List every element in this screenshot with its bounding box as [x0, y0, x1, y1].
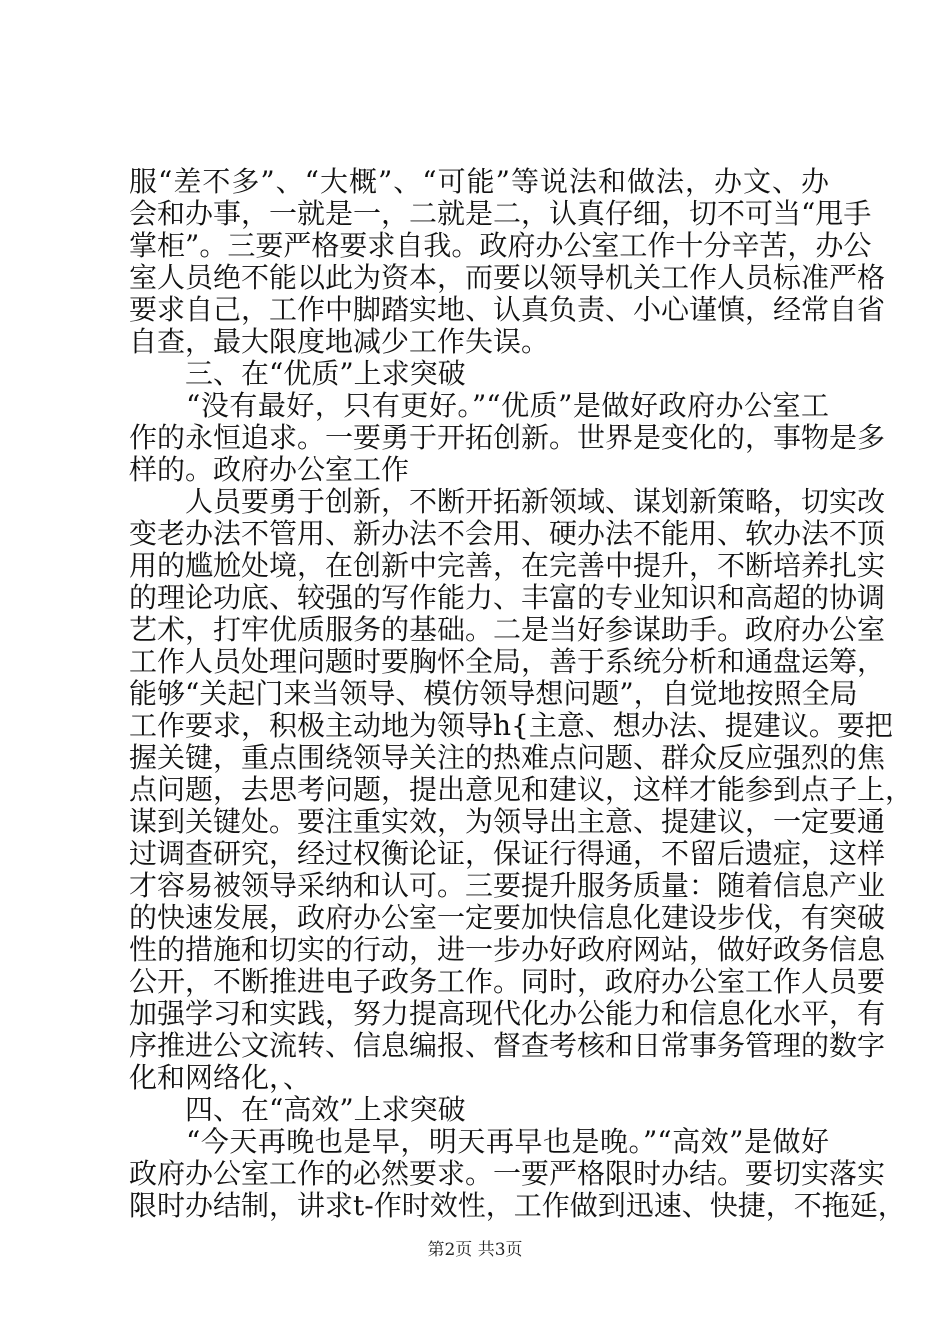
text-line: 自查，最大限度地减少工作失误。 [129, 325, 550, 358]
text-line: 序推进公文流转、信息编报、督查考核和日常事务管理的数字 [129, 1029, 886, 1062]
text-line: 能够“关起门来当领导、模仿领导想问题”，自觉地按照全局 [129, 677, 858, 710]
text-line: 工作人员处理问题时要胸怀全局，善于系统分析和通盘运筹， [129, 645, 886, 678]
text-line: “没有最好，只有更好。”“优质”是做好政府办公室工 [129, 389, 829, 422]
section-heading: 三、在“优质”上求突破 [129, 357, 466, 390]
text-line: 工作要求，积极主动地为领导h{主意、想办法、提建议。要把 [129, 709, 893, 742]
text-line: 样的。政府办公室工作 [129, 453, 410, 486]
text-line: 的快速发展，政府办公室一定要加快信息化建设步伐，有突破 [129, 901, 886, 934]
text-line: “今天再晚也是早，明天再早也是晚。”“高效”是做好 [129, 1125, 829, 1158]
text-line: 政府办公室工作的必然要求。一要严格限时办结。要切实落实 [129, 1157, 886, 1190]
text-line: 握关键，重点围绕领导关注的热难点问题、群众反应强烈的焦 [129, 741, 886, 774]
text-line: 人员要勇于创新，不断开拓新领域、谋划新策略，切实改 [129, 485, 886, 518]
text-line: 的理论功底、较强的写作能力、丰富的专业知识和高超的协调 [129, 581, 886, 614]
text-line: 点问题，去思考问题，提出意见和建议，这样才能参到点子上， [129, 773, 914, 806]
text-line: 艺术，打牢优质服务的基础。二是当好参谋助手。政府办公室 [129, 613, 886, 646]
text-line: 掌柜”。三要严格要求自我。政府办公室工作十分辛苦，办公 [129, 229, 872, 262]
text-line: 谋到关键处。要注重实效，为领导出主意、提建议，一定要通 [129, 805, 886, 838]
text-line: 加强学习和实践，努力提高现代化办公能力和信息化水平，有 [129, 997, 886, 1030]
text-line: 服“差不多”、“大概”、“可能”等说法和做法，办文、办 [129, 165, 829, 198]
text-line: 变老办法不管用、新办法不会用、硬办法不能用、软办法不顶 [129, 517, 886, 550]
text-line: 公开，不断推进电子政务工作。同时，政府办公室工作人员要 [129, 965, 886, 998]
page-number-footer: 第2页 共3页 [427, 1240, 523, 1260]
text-line: 室人员绝不能以此为资本，而要以领导机关工作人员标准严格 [129, 261, 886, 294]
text-line: 限时办结制，讲求t-作时效性，工作做到迅速、快捷，不拖延， [129, 1189, 906, 1222]
text-line: 会和办事，一就是一，二就是二，认真仔细，切不可当“甩手 [129, 197, 872, 230]
text-line: 过调查研究，经过权衡论证，保证行得通，不留后遗症，这样 [129, 837, 886, 870]
text-line: 作的永恒追求。一要勇于开拓创新。世界是变化的，事物是多 [129, 421, 886, 454]
section-heading: 四、在“高效”上求突破 [129, 1093, 466, 1126]
document-body [129, 165, 914, 1222]
text-line: 性的措施和切实的行动，进一步办好政府网站，做好政务信息 [129, 933, 886, 966]
text-line: 化和网络化，、 [129, 1061, 312, 1094]
text-line: 才容易被领导采纳和认可。三要提升服务质量：随着信息产业 [129, 869, 886, 902]
text-line: 用的尴尬处境，在创新中完善，在完善中提升，不断培养扎实 [129, 549, 886, 582]
text-line: 要求自己，工作中脚踏实地、认真负责、小心谨慎，经常自省 [129, 293, 886, 326]
